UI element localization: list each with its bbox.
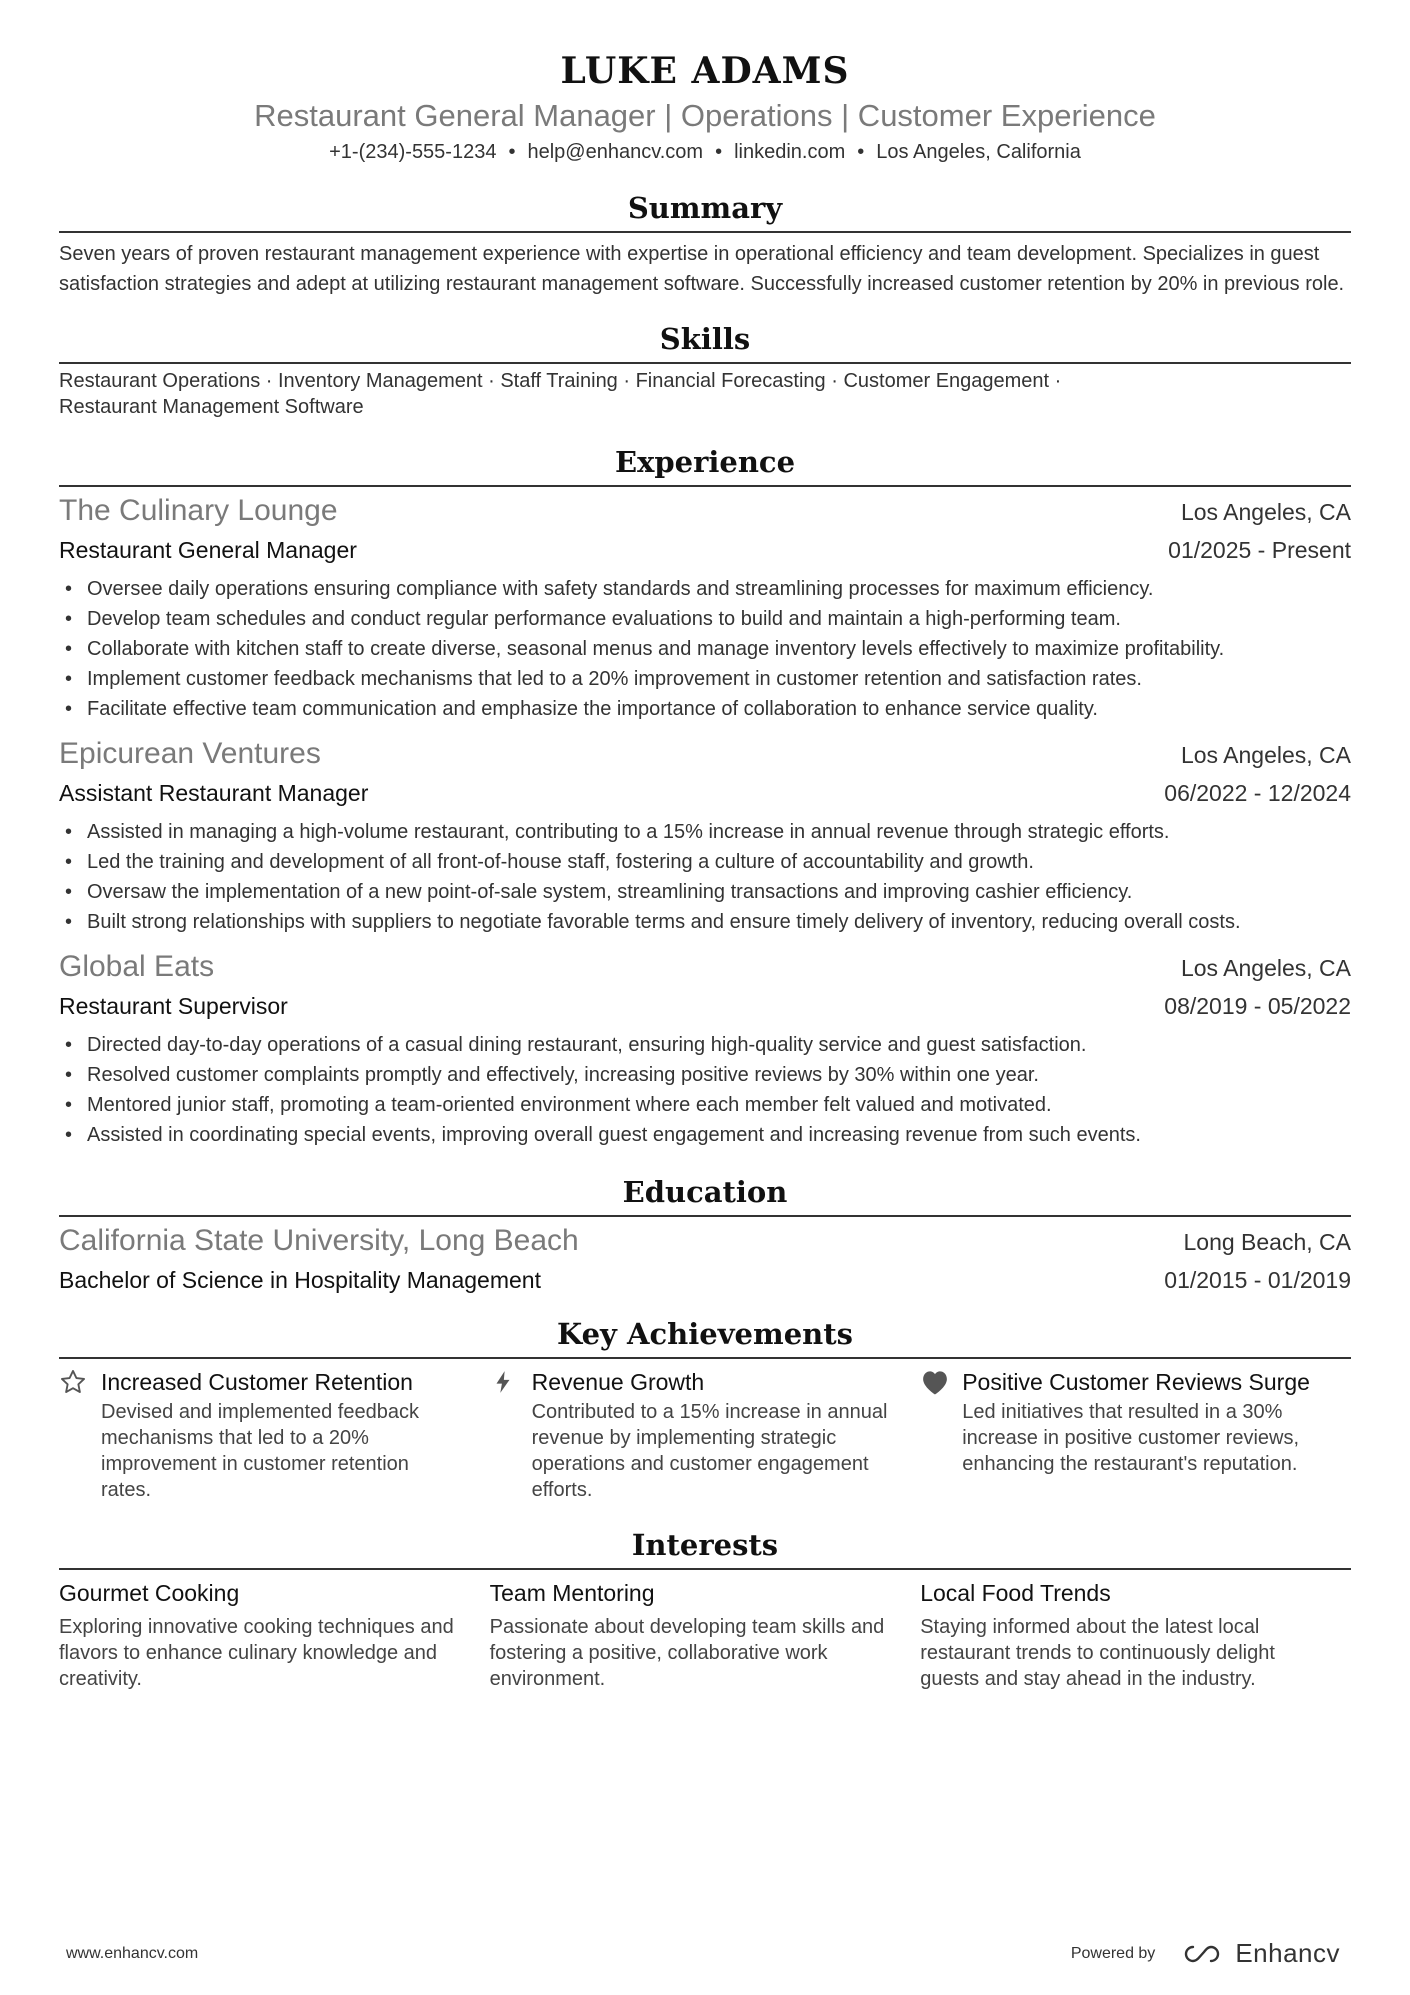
- education-dates: 01/2015 - 01/2019: [1164, 1267, 1351, 1293]
- job-entry: [59, 491, 1351, 724]
- bullet-item: • Oversaw the implementation of a new point-of-sale system, streamlining transactions and improving cashier efficiency.: [59, 877, 1351, 907]
- section-title-education: Education: [622, 1175, 788, 1209]
- phone: +1-(234)-555-1234: [329, 141, 497, 163]
- star-icon: [59, 1367, 101, 1397]
- job-subheader: [59, 532, 1351, 568]
- job-header: [59, 947, 1351, 988]
- job-subheader: [59, 988, 1351, 1024]
- achievements-section: [59, 1314, 1351, 1503]
- section-divider: [59, 1568, 1351, 1570]
- contact-line: [59, 138, 1351, 166]
- achievement-item: [490, 1367, 921, 1503]
- summary-section: [59, 188, 1351, 299]
- bullet-item: • Led the training and development of all front-of-house staff, fostering a culture of accountability and growth.: [59, 847, 1351, 877]
- section-divider: [59, 231, 1351, 233]
- section-title-summary: Summary: [627, 191, 783, 225]
- achievement-title: Revenue Growth: [531, 1369, 705, 1395]
- footer-url-link[interactable]: www.enhancv.com: [66, 1944, 199, 1962]
- separator-dot: •: [715, 141, 723, 163]
- interest-desc: Staying informed about the latest local restaurant trends to continuously delight guests and stay ahead in the industry.: [920, 1616, 1275, 1690]
- company-name: Global Eats: [59, 950, 215, 983]
- section-divider: [59, 1357, 1351, 1359]
- education-subheader: [59, 1262, 1351, 1298]
- separator-dot: •: [857, 141, 865, 163]
- job-role: Restaurant General Manager: [59, 537, 357, 563]
- interest-title: Local Food Trends: [920, 1580, 1111, 1606]
- skills-line-2: Restaurant Management Software: [59, 396, 364, 418]
- achievement-item: [920, 1367, 1351, 1503]
- candidate-name: LUKE ADAMS: [560, 50, 850, 92]
- job-bullets: [59, 574, 1351, 724]
- location: Los Angeles, California: [876, 141, 1081, 163]
- job-dates: 01/2025 - Present: [1168, 537, 1351, 563]
- summary-text: Seven years of proven restaurant management experience with expertise in operational efficiency and team development. Specializes in guest satisfaction strategies and adept at utilizing restaurant management software. Successfully increased customer retention by 20% in previous role.: [59, 243, 1345, 295]
- job-role: Restaurant Supervisor: [59, 993, 288, 1019]
- section-divider: [59, 1215, 1351, 1217]
- section-divider: [59, 362, 1351, 364]
- school-name: California State University, Long Beach: [59, 1224, 579, 1257]
- job-dates: 06/2022 - 12/2024: [1164, 780, 1351, 806]
- bullet-item: • Oversee daily operations ensuring compliance with safety standards and streamlining processes for maximum efficiency.: [59, 574, 1351, 604]
- job-entry: [59, 947, 1351, 1150]
- achievement-desc: Contributed to a 15% increase in annual revenue by implementing strategic operations and customer engagement efforts.: [531, 1401, 888, 1501]
- achievement-title: Positive Customer Reviews Surge: [962, 1369, 1310, 1395]
- skills-section: [59, 319, 1351, 420]
- skills-line-1: Restaurant Operations · Inventory Management · Staff Training · Financial Forecasting · Customer Engagement ·: [59, 370, 1062, 392]
- powered-by: [1071, 1938, 1340, 1969]
- bullet-item: • Mentored junior staff, promoting a team-oriented environment where each member felt valued and motivated.: [59, 1090, 1351, 1120]
- education-section: [59, 1172, 1351, 1298]
- enhancv-brand[interactable]: Enhancv: [1235, 1938, 1340, 1968]
- job-location: Los Angeles, CA: [1180, 742, 1351, 768]
- resume-content: [59, 46, 1351, 1692]
- interest-item: [59, 1578, 490, 1692]
- achievement-header: [59, 1367, 464, 1397]
- interest-title: Team Mentoring: [489, 1580, 655, 1606]
- bullet-item: • Assisted in coordinating special events, improving overall guest engagement and increasing revenue from such events.: [59, 1120, 1351, 1150]
- job-location: Los Angeles, CA: [1180, 955, 1351, 981]
- job-header: [59, 491, 1351, 532]
- achievement-header: [920, 1367, 1325, 1397]
- bullet-item: • Collaborate with kitchen staff to create diverse, seasonal menus and manage inventory levels effectively to maximize profitability.: [59, 634, 1351, 664]
- section-divider: [59, 485, 1351, 487]
- bullet-item: • Develop team schedules and conduct regular performance evaluations to build and maintain a high-performing team.: [59, 604, 1351, 634]
- section-title-interests: Interests: [631, 1528, 779, 1562]
- company-name: The Culinary Lounge: [59, 494, 338, 527]
- interest-desc: Exploring innovative cooking techniques and flavors to enhance culinary knowledge and creativity.: [59, 1616, 454, 1690]
- lightning-icon: [490, 1367, 532, 1397]
- achievement-desc: Devised and implemented feedback mechanisms that led to a 20% improvement in customer retention rates.: [101, 1401, 419, 1501]
- section-title-skills: Skills: [659, 322, 751, 356]
- achievement-desc: Led initiatives that resulted in a 30% increase in positive customer reviews, enhancing the restaurant's reputation.: [962, 1401, 1300, 1475]
- heart-icon: [920, 1367, 962, 1397]
- bullet-item: • Directed day-to-day operations of a casual dining restaurant, ensuring high-quality service and guest satisfaction.: [59, 1030, 1351, 1060]
- interests-section: [59, 1525, 1351, 1692]
- school-location: Long Beach, CA: [1183, 1229, 1351, 1255]
- email-link[interactable]: help@enhancv.com: [527, 141, 704, 163]
- page-footer: [66, 1938, 1340, 1969]
- section-title-experience: Experience: [614, 445, 796, 479]
- education-header: [59, 1221, 1351, 1262]
- achievement-title: Increased Customer Retention: [101, 1369, 413, 1395]
- job-dates: 08/2019 - 05/2022: [1164, 993, 1351, 1019]
- degree: Bachelor of Science in Hospitality Management: [59, 1267, 541, 1293]
- enhancv-logo-icon: [1181, 1943, 1227, 1965]
- job-role: Assistant Restaurant Manager: [59, 780, 369, 806]
- powered-by-label: Powered by: [1070, 1944, 1156, 1962]
- interests-grid: [59, 1578, 1351, 1692]
- interest-desc: Passionate about developing team skills and fostering a positive, collaborative work environment.: [489, 1616, 885, 1690]
- candidate-tagline: Restaurant General Manager | Operations | Customer Experience: [254, 98, 1156, 133]
- bullet-item: • Resolved customer complaints promptly and effectively, increasing positive reviews by 30% within one year.: [59, 1060, 1351, 1090]
- achievement-header: [490, 1367, 895, 1397]
- section-title-achievements: Key Achievements: [557, 1317, 853, 1351]
- bullet-item: • Assisted in managing a high-volume restaurant, contributing to a 15% increase in annual revenue through strategic efforts.: [59, 817, 1351, 847]
- company-name: Epicurean Ventures: [59, 737, 321, 770]
- bullet-item: • Implement customer feedback mechanisms that led to a 20% improvement in customer retention and satisfaction rates.: [59, 664, 1351, 694]
- job-header: [59, 734, 1351, 775]
- linkedin-link[interactable]: linkedin.com: [734, 141, 846, 163]
- job-bullets: [59, 817, 1351, 937]
- interest-item: [490, 1578, 921, 1692]
- interest-item: [920, 1578, 1351, 1692]
- bullet-item: • Built strong relationships with suppliers to negotiate favorable terms and ensure timely delivery of inventory, reducing overall costs.: [59, 907, 1351, 937]
- experience-section: [59, 442, 1351, 1150]
- job-entry: [59, 734, 1351, 937]
- achievements-grid: [59, 1367, 1351, 1503]
- job-subheader: [59, 775, 1351, 811]
- job-location: Los Angeles, CA: [1180, 499, 1351, 525]
- bullet-item: • Facilitate effective team communication and emphasize the importance of collaboration to enhance service quality.: [59, 694, 1351, 724]
- separator-dot: •: [508, 141, 516, 163]
- achievement-item: [59, 1367, 490, 1503]
- job-bullets: [59, 1030, 1351, 1150]
- interest-title: Gourmet Cooking: [59, 1580, 240, 1606]
